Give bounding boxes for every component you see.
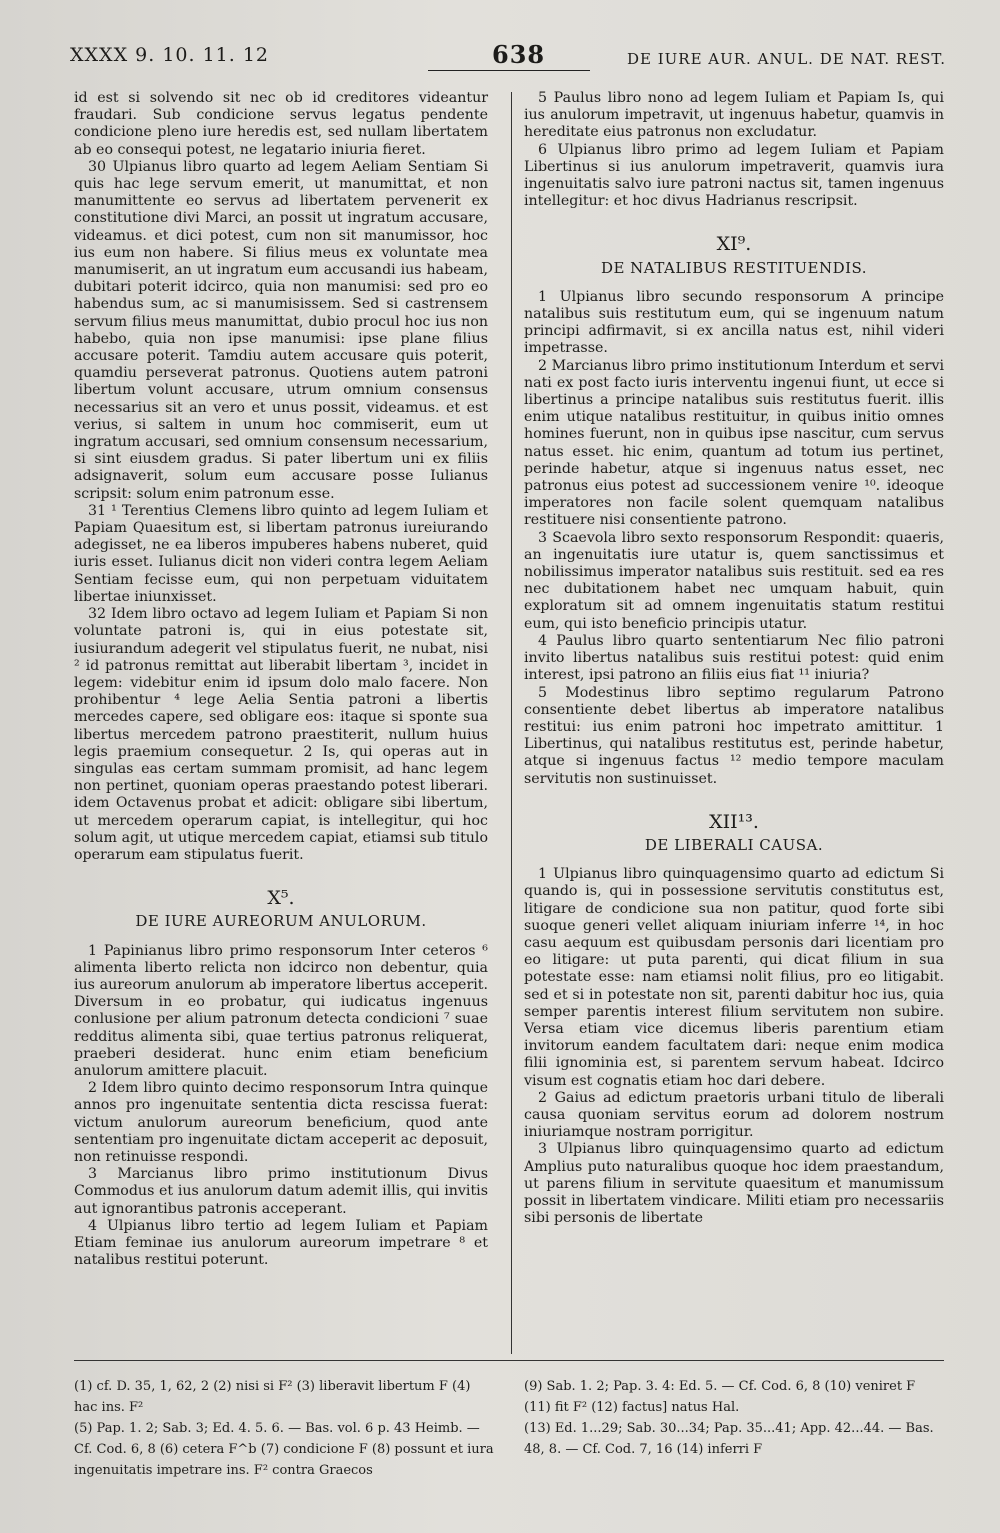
header-rule (428, 70, 590, 71)
paragraph: 5 Modestinus libro septimo regularum Patrono consentiente debet libertus ab imperatore natalibus restitui: ius enim patroni hoc impetrato amittitur. 1 Libertinus, qui natalibus restitutus est, perinde habetur, atque si ingenuus factus ¹² medio tempore maculam servitutis non sustinuisset. (524, 684, 944, 787)
paragraph: id est si solvendo sit nec ob id creditores videantur fraudari. Sub condicione servus legatus pendente condicione pleno iure heredis est, sed nullam libertatem ab eo consequi potest, ne legatario iniuria fieret. (74, 90, 488, 158)
footnote-rule (74, 1360, 944, 1361)
paragraph: 3 Scaevola libro sexto responsorum Respondit: quaeris, an ingenuitatis iure utatur is, quem sanctissimus et nobilissimus imperator natalibus suis restituit. sed ea res nec dubitationem habet nec umquam habuit, quin exploratum sit ad omnem ingenuitatis statum restitui eum, qui isto beneficio principis utatur. (524, 529, 944, 632)
paragraph: 4 Paulus libro quarto sententiarum Nec filio patroni invito libertus natalibus suis restitui potest: quid enim interest, ipsi patrono an filiis eius fiat ¹¹ iniuria? (524, 632, 944, 684)
section-title: DE LIBERALI CAUSA. (644, 835, 824, 854)
paragraph: 2 Marcianus libro primo institutionum Interdum et servi nati ex post facto iuris interventu ingenui fiunt, ut ecce si libertinus a principe natalibus suis restitutus fuerit. illis enim utique natalibus restituitur, in quibus initio omnes homines fuerunt, non in quibus ipse nascitur, cum servus natus esset. hic enim, quantum ad totum ius pertinet, perinde habetur, atque si ingenuus natus esset, nec patronus eius potest ad successionem venire ¹⁰. ideoque imperatores non facile solent quemquam natalibus restituere nisi consentiente patrono. (524, 357, 944, 529)
footnote: (9) Sab. 1. 2; Pap. 3. 4: Ed. 5. — Cf. Cod. 6, 8 (10) veniret F (11) fit F² (12) factus] natus Hal. (524, 1379, 916, 1415)
footnote: (1) cf. D. 35, 1, 62, 2 (2) nisi si F² (3) liberavit libertum F (4) hac ins. F² (74, 1379, 471, 1415)
paragraph: 2 Gaius ad edictum praetoris urbani titulo de liberali causa quoniam servitus eorum ad dolorem nostrum iniuriamque nostram porrigitur. (524, 1089, 944, 1141)
paragraph: 1 Papinianus libro primo responsorum Inter ceteros ⁶ alimenta liberto relicta non idcirco non debentur, quia ius aureorum anulorum ab imperatore libertus acceperit. Diversum in eo probatur, qui iudicatus ingenuus conlusione per alium patronum detecta condicioni ⁷ suae redditus alimenta sibi, quae tertius patronus reliquerat, praeberi desiderat. hunc enim etiam beneficium anulorum amittere placuit. (74, 942, 488, 1079)
running-header-right: DE IURE AUR. ANUL. DE NAT. REST. (626, 50, 946, 68)
footnotes-left (74, 1376, 494, 1481)
left-column (74, 90, 488, 1269)
footnotes-right (524, 1376, 944, 1460)
section-title: DE NATALIBUS RESTITUENDIS. (600, 258, 868, 277)
footnote: (13) Ed. 1...29; Sab. 30...34; Pap. 35...41; App. 42...44. — Bas. 48, 8. — Cf. Cod. 7, 16 (14) inferri F (524, 1421, 934, 1457)
section-number: XII¹³. (709, 810, 759, 833)
paragraph: 1 Ulpianus libro secundo responsorum A principe natalibus suis restitutum eum, qui se ingenuum natum principi adfirmavit, si ex ancilla natus est, nihil videri impetrasse. (524, 288, 944, 357)
page-number: 638 (492, 40, 546, 69)
paragraph: 31 ¹ Terentius Clemens libro quinto ad legem Iuliam et Papiam Quaesitum est, si libertam patronus iureiurando adegisset, ne ea liberos impuberes habens nuberet, quid iuris esset. Iulianus dicit non videri contra legem Aeliam Sentiam fecisse eum, qui non perpetuam viduitatem libertae iniunxisset. (74, 502, 488, 605)
right-column (524, 90, 944, 1227)
paragraph: 1 Ulpianus libro quinquagensimo quarto ad edictum Si quando is, qui in possessione servitutis constitutus est, litigare de condicione sua non patitur, quod forte sibi suoque generi vellet aliquam iniuriam inferre ¹⁴, in hoc casu aequum est quibusdam personis dari licentiam pro eo litigare: ut puta parenti, qui dicat filium in sua potestate esse: nam etiamsi nolit filius, pro eo litigabit. sed et si in potestate non sit, parenti dabitur hoc ius, quia semper parentis interest filium servitutem non subire. Versa etiam vice dicemus liberis parentium etiam invitorum eandem facultatem dari: neque enim modica filii ignominia est, si parentem servum habeat. Idcirco visum est cognatis etiam hoc dari debere. (524, 866, 944, 1089)
section-title: DE IURE AUREORUM ANULORUM. (135, 912, 427, 931)
paragraph: 4 Ulpianus libro tertio ad legem Iuliam et Papiam Etiam feminae ius anulorum aureorum impetrare ⁸ et natalibus restitui poterunt. (74, 1217, 488, 1269)
paragraph: 2 Idem libro quinto decimo responsorum Intra quinque annos pro ingenuitate sententia dicta rescissa fuerat: victum anulorum aureorum beneficium, quod ante sententiam pro ingenuitate dictam acceperit ac deposuit, non retinuisse respondi. (74, 1080, 488, 1165)
paragraph: 30 Ulpianus libro quarto ad legem Aeliam Sentiam Si quis hac lege servum emerit, ut manumittat, et non manumittente eo servus ad libertatem pervenerit ex constitutione divi Marci, an possit ut ingratum accusare, videamus. et dici potest, cum non sit manumissor, hoc ius eum non habere. Si filius meus ex voluntate mea manumiserit, an ut ingratum eum accusandi ius habeam, dubitari poterit idcirco, quia non manumisi: sed pro eo habendus sum, ac si manumisissem. Sed si castrensem servum filius meus manumittat, dubio procul hoc ius non habebo, quia non ipse manumisi: ipse plane filius accusare poterit. Tamdiu autem accusare quis poterit, quamdiu perseverat patronus. Quotiens autem patroni libertum volunt accusare, utrum omnium consensus necessarius sit an vero et unus possit, videamus. et est verius, si saltem in unum hoc commiserit, eum ut ingratum accusari, sed omnium consensum necessarium, si sint eiusdem gradus. Si pater libertum uni ex filiis adsignaverit, solum eum accusare posse Iulianus scripsit: solum enim patronum esse. (74, 158, 488, 502)
section-number: X⁵. (267, 887, 295, 910)
running-header-left: XXXX 9. 10. 11. 12 (70, 44, 270, 66)
paragraph: 6 Ulpianus libro primo ad legem Iuliam et Papiam Libertinus si ius anulorum impetraverit, quamvis iura ingenuitatis salvo iure patroni nactus sit, tamen ingenuus intellegitur: et hoc divus Hadrianus rescripsit. (524, 141, 944, 210)
column-divider (511, 92, 512, 1354)
section-number: XI⁹. (716, 233, 752, 256)
paragraph: 5 Paulus libro nono ad legem Iuliam et Papiam Is, qui ius anulorum impetravit, ut ingenuus habetur, quamvis in hereditate eius patronus non excludatur. (524, 90, 944, 141)
paragraph: 32 Idem libro octavo ad legem Iuliam et Papiam Si non voluntate patroni is, qui in eius potestate sit, iusiurandum adegerit vel stipulatus fuerit, ne nubat, nisi ² id patronus remittat aut liberabit libertam ³, incidet in legem: videbitur enim id ipsum dolo malo facere. Non prohibentur ⁴ lege Aelia Sentia patroni a libertis mercedes capere, sed obligare eos: itaque si sponte sua libertus mercedem patrono praestiterit, nullum huius legis praemium consequetur. 2 Is, qui operas aut in singulas eas certam summam promisit, ad hanc legem non pertinet, quoniam operas praestando potest liberari. idem Octavenus probat et adicit: obligare sibi libertum, ut mercedem operarum capiat, is intellegitur, qui hoc solum agit, ut utique mercedem capiat, etiamsi sub titulo operarum eam stipulatus fuerit. (74, 606, 488, 863)
paragraph: 3 Ulpianus libro quinquagensimo quarto ad edictum Amplius puto naturalibus quoque hoc idem praestandum, ut parens filium in servitute quaesitum et manumissum possit in libertatem vindicare. Militi etiam pro necessariis sibi personis de libertate (524, 1141, 944, 1227)
paragraph: 3 Marcianus libro primo institutionum Divus Commodus et ius anulorum datum ademit illis, qui invitis aut ignorantibus patronis acceperant. (74, 1166, 488, 1217)
footnote: (5) Pap. 1. 2; Sab. 3; Ed. 4. 5. 6. — Bas. vol. 6 p. 43 Heimb. — Cf. Cod. 6, 8 (6) cetera F^b (7) condicione F (8) possunt et iura ingenuitatis impetrare ins. F² contra Graecos (74, 1421, 494, 1478)
